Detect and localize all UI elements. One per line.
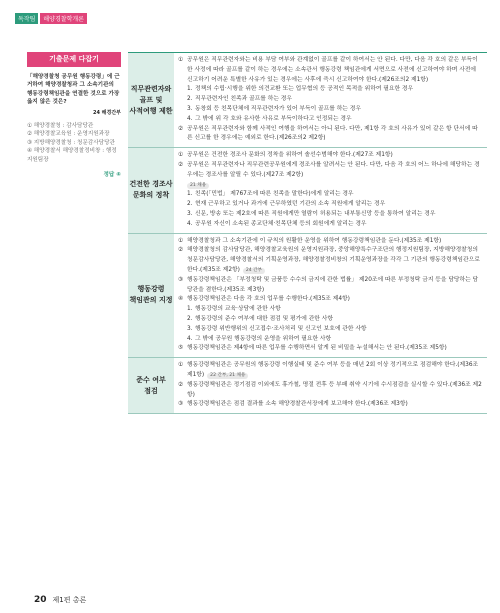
exam-badge: 22 간부, 21 채용 xyxy=(207,373,248,379)
item-text-body: 행동강령책임관은 점검 결과를 소속 해양경찰관서장에게 보고해야 한다.(제36조 제3항) xyxy=(187,401,408,408)
item-text-body: 공무원은 건전한 경조사 문화의 정착을 위하여 솔선수범해야 한다.(제27조 제1항) xyxy=(187,152,393,159)
item-text xyxy=(195,335,331,345)
subject-tag: 해양경찰학개론 xyxy=(40,13,87,24)
exam-badge: 21 채용 xyxy=(187,183,209,189)
item-text xyxy=(195,85,413,95)
sub-item xyxy=(178,210,483,220)
item-text-body: 해양경찰청과 그 소속기관에 이 규칙의 원활한 운영을 위하여 행동강령책임관을 둔다.(제35조 제1항) xyxy=(187,237,442,244)
row-content xyxy=(174,148,487,232)
option-2: ② 해양경찰교육원 : 운영지원과장 xyxy=(27,131,110,138)
item-marker: ① xyxy=(178,57,184,63)
item-text-body: 행동강령책임관은 정기점검 이외에도 휴가철, 명절 전후 등 부패 취약 시기에 수시점검을 실시할 수 있다.(제36조 제2항) xyxy=(187,381,482,398)
clause-item xyxy=(178,276,483,296)
row-content xyxy=(174,234,487,358)
sub-item xyxy=(178,325,483,335)
item-text-body: 신문, 방송 또는 제2호에 따른 직원에게만 열람이 허용되는 내부통신망 등을 통하여 알리는 경우 xyxy=(195,210,436,217)
sub-item xyxy=(178,200,483,210)
item-marker: 4. xyxy=(187,220,193,227)
item-marker: 2. xyxy=(187,96,193,103)
item-text xyxy=(187,125,483,145)
item-text-body: 정책의 수립·시행을 위한 의견교환 또는 업무협의 등 공적인 목적을 위하여 필요한 경우 xyxy=(195,86,414,93)
sub-item xyxy=(178,115,483,125)
page-number: 20 xyxy=(34,595,47,605)
item-text xyxy=(195,115,352,125)
item-text xyxy=(187,400,408,410)
exam-source: 24 해경간부 xyxy=(92,109,121,116)
item-marker: ④ xyxy=(178,296,184,303)
item-marker: ③ xyxy=(178,276,184,283)
item-text-body: 직무관련자인 친족과 골프를 하는 경우 xyxy=(195,96,292,103)
item-marker: 4. xyxy=(187,115,193,122)
exam-badge: 24 간부 xyxy=(243,268,265,274)
item-text-body: 그 밖에 위 각 호와 유사한 사유로 부득이하다고 인정되는 경우 xyxy=(195,115,352,122)
item-text xyxy=(187,361,483,381)
item-text xyxy=(195,210,435,220)
item-text xyxy=(187,295,350,305)
item-marker: 1. xyxy=(187,191,193,198)
clause-item xyxy=(178,125,483,145)
item-marker: ③ xyxy=(178,401,184,408)
item-text-body: 공무원은 직무관련자와는 비용 부담 여부와 관계없이 골프를 같이 하여서는 안 된다. 다만, 다음 각 호의 같은 부득이한 사정에 따라 골프를 같이 하는 경우에는 소속관서 행동강령 책임관에게 서면으로 사전에 신고하여야 하며 사전에 신고하기 어려운 특별한 사유가 있는 경우에는 사후에 즉시 신고하여야 한다.(제26조의2 제1항) xyxy=(187,57,478,83)
item-marker: 1. xyxy=(187,306,193,313)
row-label: 행동강령 책임관의 지정 xyxy=(128,234,174,358)
clause-item xyxy=(178,295,483,305)
option-3: ③ 지방해양경찰청 : 청문감사담당관 xyxy=(27,139,115,146)
item-text-body: 행동강령책임관은 제4항에 따른 업무를 수행하면서 알게 된 비밀을 누설해서는 안 된다.(제35조 제5항) xyxy=(187,345,447,352)
row-label: 직무관련자와 골프 및 사적여행 제한 xyxy=(128,53,174,147)
exam-question-box xyxy=(27,52,121,179)
sub-item xyxy=(178,220,483,230)
table-row xyxy=(128,148,487,233)
item-text xyxy=(187,344,447,354)
sub-item xyxy=(178,305,483,315)
sub-item xyxy=(178,105,483,115)
item-text-body: 행동강령의 준수 여부에 대한 점검 및 평가에 관한 사항 xyxy=(195,315,333,322)
sub-item xyxy=(178,315,483,325)
exam-box-title: 기출문제 다잡기 xyxy=(27,52,121,67)
item-text-body: 행동강령책임관은 공무원의 행동강령 이행실태 및 준수 여부 등을 매년 2회 이상 정기적으로 점검해야 한다.(제36조 제1항) xyxy=(187,362,479,378)
clause-item xyxy=(178,151,483,161)
table-row xyxy=(128,234,487,359)
item-text-body: 행동강령책임관은 다음 각 호의 업무를 수행한다.(제35조 제4항) xyxy=(187,296,350,303)
clause-item xyxy=(178,161,483,181)
clause-item xyxy=(178,237,483,247)
row-label: 건전한 경조사 문화의 정착 xyxy=(128,148,174,232)
sub-item xyxy=(178,190,483,200)
item-marker: 1. xyxy=(187,86,193,93)
item-marker: 3. xyxy=(187,105,193,112)
item-text xyxy=(187,246,483,275)
exam-question: 「해양경찰청 공무원 행동강령」에 근거하여 해양경찰청과 그 소속기관의 행동강령책임관을 연결한 것으로 가장 옳지 않은 것은? xyxy=(27,73,120,106)
item-marker: 2. xyxy=(187,201,193,208)
item-text xyxy=(187,151,393,161)
item-text-body: 동창회 등 친목단체에 직무관련자가 있어 부득이 골프를 하는 경우 xyxy=(195,105,361,112)
option-1: ① 해양경찰청 : 감사담당관 xyxy=(27,122,94,129)
item-text xyxy=(195,105,361,115)
item-text-body: 공무원은 직무관련자와 함께 사적인 여행을 하여서는 아니 된다. 다만, 제1항 각 호의 사유가 있어 같은 항 단서에 따른 신고를 한 경우에는 예외로 한다.(제26조의2 제2항) xyxy=(187,125,478,142)
item-marker: ① xyxy=(178,362,184,369)
item-text xyxy=(195,190,354,200)
item-text xyxy=(195,220,367,230)
item-text-body: 공무원은 직무관련자나 직무관련공무원에게 경조사를 알려서는 안 된다. 다만, 다음 각 호의 어느 하나에 해당하는 경우에는 경조사를 알릴 수 있다.(제27조 제2항) xyxy=(187,161,480,178)
item-text-body: 공무원 자신이 소속된 종교단체·친목단체 등의 회원에게 알리는 경우 xyxy=(195,220,367,227)
clause-item xyxy=(178,344,483,354)
sub-item xyxy=(178,95,483,105)
clause-item xyxy=(178,400,483,410)
item-marker: 4. xyxy=(187,335,193,342)
item-marker: ② xyxy=(178,161,184,168)
item-text xyxy=(195,95,292,105)
item-marker: ② xyxy=(178,125,184,132)
item-marker: ① xyxy=(178,152,184,159)
item-text-body: 해양경찰청의 감사담당관, 해양경찰교육원의 운영지원과장, 중앙해양특수구조단의 행정지원팀장, 지방해양경찰청의 청문감사담당관, 해양경찰서의 기획운영과장, 해양경찰정비창의 기획운영과장을 각각 그 기관의 행동강령책임관으로 한다.(제35조 제2항) xyxy=(187,247,480,273)
clause-item xyxy=(178,246,483,275)
item-text xyxy=(195,315,333,325)
header-tags xyxy=(15,13,87,24)
item-marker: ② xyxy=(178,247,184,254)
item-text-body: 행동강령책임관은 「부정청탁 및 금품등 수수의 금지에 관한 법률」 제20조에 따른 부정청탁 금지 등을 담당하는 담당관을 겸한다.(제35조 제3항) xyxy=(187,276,479,293)
row-label: 준수 여부 점검 xyxy=(128,358,174,413)
item-text xyxy=(195,305,281,315)
item-text xyxy=(187,237,441,247)
series-tag: 독작팀 xyxy=(15,13,38,24)
item-text xyxy=(187,161,483,181)
table-row xyxy=(128,358,487,414)
item-text-body: 현재 근무하고 있거나 과거에 근무하였던 기관의 소속 직원에게 알리는 경우 xyxy=(195,201,386,208)
regulation-table xyxy=(128,52,487,414)
item-text xyxy=(187,381,483,401)
answer: 정답 ④ xyxy=(103,171,121,178)
item-text xyxy=(195,200,385,210)
item-text xyxy=(195,325,367,335)
item-text-body: 그 밖에 공무원 행동강령의 운영을 위하여 필요한 사항 xyxy=(195,335,332,342)
option-4: ④ 해양경찰서 해양경찰정비창 : 행정지원팀장 xyxy=(27,148,117,163)
clause-item xyxy=(178,381,483,401)
part-title: 제1편 총론 xyxy=(52,596,87,604)
item-marker: 3. xyxy=(187,325,193,332)
item-marker: ① xyxy=(178,237,184,244)
item-marker: ⑤ xyxy=(178,345,184,352)
item-text xyxy=(187,56,483,85)
sub-item xyxy=(178,85,483,95)
sub-item xyxy=(178,335,483,345)
item-text-body: 행동강령의 교육·상담에 관한 사항 xyxy=(195,306,281,313)
clause-item xyxy=(178,56,483,85)
table-row xyxy=(128,53,487,148)
item-text-body: 행동강령 위반행위의 신고접수·조사처리 및 신고인 보호에 관한 사항 xyxy=(195,325,367,332)
item-marker: 3. xyxy=(187,210,193,217)
item-text xyxy=(187,276,483,296)
clause-item xyxy=(178,361,483,381)
row-content xyxy=(174,53,487,147)
item-text-body: 친족(「민법」 제767조에 따른 친족을 말한다)에게 알리는 경우 xyxy=(195,191,354,198)
item-marker: ② xyxy=(178,381,184,388)
page-footer xyxy=(34,595,86,605)
item-marker: 2. xyxy=(187,315,193,322)
row-content xyxy=(174,358,487,413)
